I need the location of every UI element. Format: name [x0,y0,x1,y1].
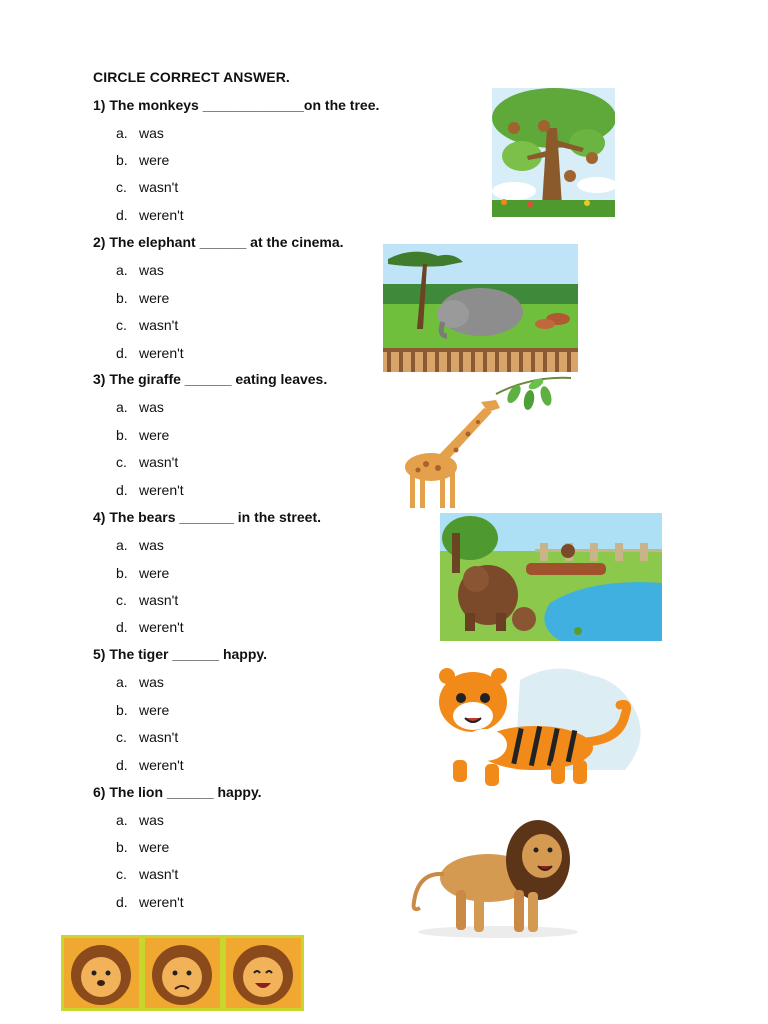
question-4: 4) The bears _______ in the street. [93,509,321,525]
option-letter: d. [116,894,128,910]
option-text: wasn't [139,729,179,745]
q1-option-a[interactable] [116,125,164,141]
q6-option-c[interactable] [116,866,178,882]
option-letter: a. [116,674,128,690]
option-letter: b. [116,839,128,855]
q5-option-d[interactable] [116,757,184,773]
q6-option-b[interactable] [116,839,169,855]
option-letter: a. [116,399,128,415]
option-letter: d. [116,345,128,361]
option-text: weren't [139,345,184,361]
lion-illustration [408,812,588,942]
option-letter: a. [116,537,128,553]
option-text: were [139,152,170,168]
option-letter: b. [116,702,128,718]
option-letter: d. [116,619,128,635]
option-text: was [139,537,164,553]
q3-option-d[interactable] [116,482,184,498]
q1-option-d[interactable] [116,207,184,223]
question-2: 2) The elephant ______ at the cinema. [93,234,344,250]
option-text: weren't [139,757,184,773]
question-6: 6) The lion ______ happy. [93,784,262,800]
q5-option-c[interactable] [116,729,178,745]
option-text: were [139,427,170,443]
q6-option-a[interactable] [116,812,164,828]
q3-option-c[interactable] [116,454,178,470]
q2-option-d[interactable] [116,345,184,361]
q2-option-b[interactable] [116,290,169,306]
bears-by-pond-illustration [440,513,662,641]
monkeys-in-tree-illustration [492,88,615,217]
option-letter: c. [116,729,127,745]
option-text: were [139,839,170,855]
q1-option-b[interactable] [116,152,169,168]
giraffe-eating-leaves-illustration [396,372,574,512]
option-text: wasn't [139,317,179,333]
option-text: weren't [139,482,184,498]
q3-option-b[interactable] [116,427,169,443]
lion-faces-emotions-illustration [61,935,304,1011]
option-text: weren't [139,894,184,910]
q6-option-d[interactable] [116,894,184,910]
option-letter: a. [116,125,128,141]
option-text: were [139,565,170,581]
question-3: 3) The giraffe ______ eating leaves. [93,371,328,387]
option-text: wasn't [139,866,179,882]
q4-option-c[interactable] [116,592,178,608]
option-text: wasn't [139,179,179,195]
q2-option-c[interactable] [116,317,178,333]
q5-option-b[interactable] [116,702,169,718]
option-text: was [139,399,164,415]
q1-option-c[interactable] [116,179,178,195]
option-text: were [139,702,170,718]
option-letter: b. [116,427,128,443]
q5-option-a[interactable] [116,674,164,690]
option-letter: a. [116,812,128,828]
question-5: 5) The tiger ______ happy. [93,646,268,662]
option-text: was [139,125,164,141]
worksheet-heading: CIRCLE CORRECT ANSWER. [93,69,290,85]
q3-option-a[interactable] [116,399,164,415]
option-text: were [139,290,170,306]
option-letter: c. [116,317,127,333]
option-letter: d. [116,482,128,498]
option-letter: b. [116,152,128,168]
option-letter: c. [116,454,127,470]
option-text: wasn't [139,592,179,608]
q4-option-b[interactable] [116,565,169,581]
option-letter: c. [116,179,127,195]
option-text: was [139,812,164,828]
option-text: weren't [139,619,184,635]
option-letter: c. [116,866,127,882]
option-letter: d. [116,207,128,223]
question-1: 1) The monkeys _____________on the tree. [93,97,380,113]
q4-option-a[interactable] [116,537,164,553]
option-text: was [139,262,164,278]
option-text: wasn't [139,454,179,470]
q4-option-d[interactable] [116,619,184,635]
option-text: weren't [139,207,184,223]
q2-option-a[interactable] [116,262,164,278]
elephant-at-zoo-illustration [383,244,578,372]
option-letter: b. [116,290,128,306]
option-letter: a. [116,262,128,278]
option-text: was [139,674,164,690]
tiger-illustration [425,660,650,798]
option-letter: d. [116,757,128,773]
option-letter: c. [116,592,127,608]
option-letter: b. [116,565,128,581]
